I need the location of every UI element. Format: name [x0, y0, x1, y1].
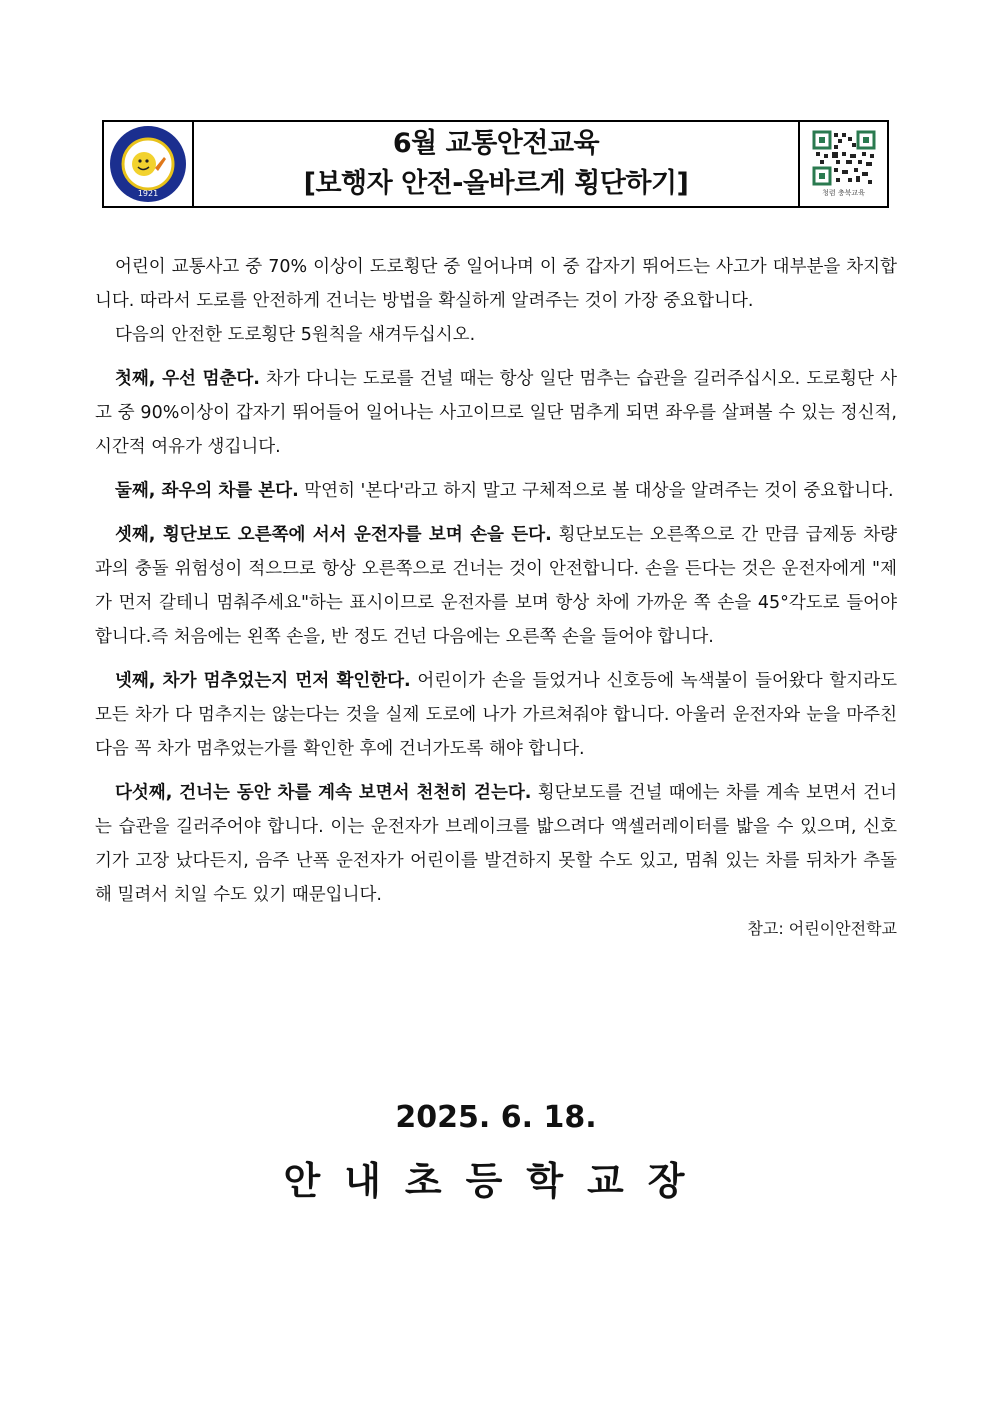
rule-5	[95, 776, 897, 912]
rule-4-lead: 넷째, 차가 멈추었는지 먼저 확인한다.	[115, 671, 411, 691]
qr-caption: 청렴 충북교육	[822, 189, 865, 197]
rule-2-lead: 둘째, 좌우의 차를 본다.	[115, 481, 299, 501]
rule-4	[95, 664, 897, 766]
document-body	[95, 250, 897, 946]
qr-code-icon	[812, 130, 876, 186]
title-box	[102, 120, 889, 208]
rule-1	[95, 362, 897, 464]
rule-3-lead: 셋째, 횡단보도 오른쪽에 서서 운전자를 보며 손을 든다.	[115, 525, 552, 545]
rule-5-text: 횡단보도를 건널 때에는 차를 계속 보면서 건너는 습관을 길러주어야 합니다. 이는 운전자가 브레이크를 밟으려다 액셀러레이터를 밟을 수 있으며, 신호기가 고장 났다든지, 음주 난폭 운전자가 어린이를 발견하지 못할 수도 있고, 멈춰 있는 차를 뒤차가 추돌해 밀려서 치일 수도 있기 때문입니다.	[95, 783, 897, 905]
issue-date: 2025. 6. 18.	[395, 1100, 597, 1135]
school-logo-cell	[104, 122, 194, 206]
rule-1-text: 차가 다니는 도로를 건널 때는 항상 일단 멈추는 습관을 길러주십시오. 도로횡단 사고 중 90%이상이 갑자기 뛰어들어 일어나는 사고이므로 일단 멈추게 되면 좌우를 살펴볼 수 있는 정신적, 시간적 여유가 생깁니다.	[95, 369, 897, 457]
reference-note: 참고: 어린이안전학교	[747, 919, 897, 938]
title-cell	[194, 122, 798, 206]
intro-paragraph: 어린이 교통사고 중 70% 이상이 도로횡단 중 일어나며 이 중 갑자기 뛰어드는 사고가 대부분을 차지합니다. 따라서 도로를 안전하게 건너는 방법을 확실하게 알려주는 것이 가장 중요합니다.	[95, 257, 897, 311]
logo-year: 1921	[137, 189, 159, 198]
rule-1-lead: 첫째, 우선 멈춘다.	[115, 369, 260, 389]
rule-3-text: 횡단보도는 오른쪽으로 간 만큼 급제동 차량과의 충돌 위험성이 적으므로 항상 오른쪽으로 건너는 것이 안전합니다. 손을 든다는 것은 운전자에게 "제가 먼저 갈테니 멈춰주세요"하는 표시이므로 운전자를 보며 항상 차에 가까운 쪽 손을 45°각도로 들어야 합니다.즉 처음에는 왼쪽 손을, 반 정도 건넌 다음에는 오른쪽 손을 들어야 합니다.	[95, 525, 898, 647]
rule-3	[95, 518, 897, 654]
intro-instruction: 다음의 안전한 도로횡단 5원칙을 새겨두십시오.	[115, 325, 476, 345]
school-logo	[108, 124, 188, 204]
rule-2	[95, 474, 897, 508]
rule-2-text: 막연히 '본다'라고 하지 말고 구체적으로 볼 대상을 알려주는 것이 중요합니다.	[298, 481, 894, 501]
signatory: 안내초등학교장	[283, 1159, 709, 1203]
rule-5-lead: 다섯째, 건너는 동안 차를 계속 보면서 천천히 걷는다.	[115, 783, 532, 803]
qr-cell	[798, 122, 887, 206]
document-subtitle: [보행자 안전-올바르게 횡단하기]	[303, 168, 689, 199]
rule-4-text: 어린이가 손을 들었거나 신호등에 녹색불이 들어왔다 할지라도 모든 차가 다 멈추지는 않는다는 것을 실제 도로에 나가 가르쳐줘야 합니다. 아울러 운전자와 눈을 마주친 다음 꼭 차가 멈추었는가를 확인한 후에 건너가도록 해야 합니다.	[95, 671, 898, 759]
document-title: 6월 교통안전교육	[392, 128, 600, 159]
